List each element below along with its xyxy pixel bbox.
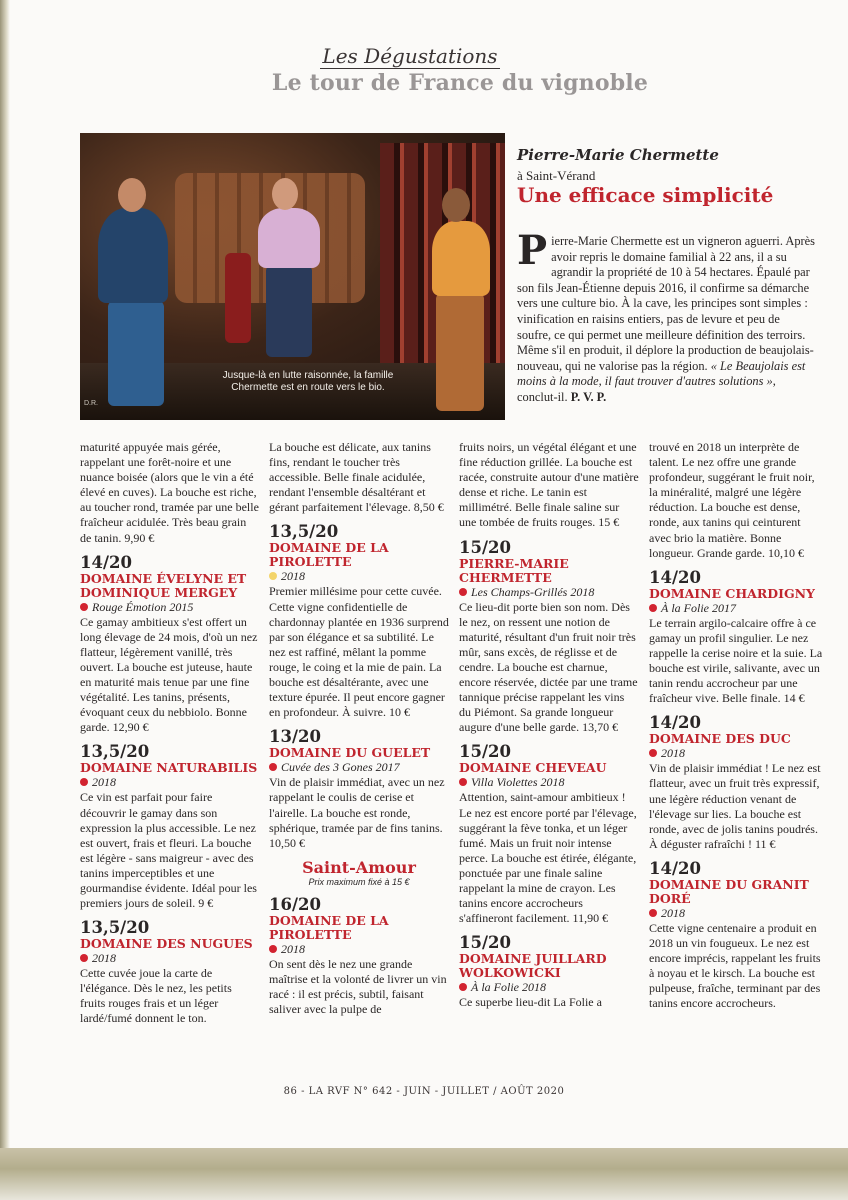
person-2 (258, 208, 320, 268)
producer-place: à Saint-Vérand (517, 168, 596, 183)
column-lead: maturité appuyée mais gérée, rappelant une forêt-noire et une nuance boisée (alors que le vin a été élevé en cuves). La bouche est riche, au toucher rond, tramée par une belle fraîcheur acidulée. Très beau grain de tanin. 9,90 € (80, 440, 259, 545)
tasting-note: Cette vigne centenaire a produit en 2018 un vin fougueux. Le nez est encore imprécis, rappelant les fruits à noyau et le kirsch. La bouche est pulpeuse, fraîche, terminant par des tanins encore accrocheurs. (649, 920, 821, 1011)
wine-score: 14/20 (649, 713, 701, 733)
wine-cuvee: Villa Violettes 2018 (459, 775, 639, 790)
wine-domaine: DOMAINE DE LA PIROLETTE (269, 540, 389, 570)
page-bottom-edge (0, 1148, 848, 1200)
column-2 (269, 440, 449, 1017)
wine-domaine: DOMAINE ÉVELYNE ET DOMINIQUE MERGEY (80, 570, 247, 600)
wine-pump (225, 253, 251, 343)
person-1 (98, 208, 168, 303)
wine-cuvee: Cuvée des 3 Gones 2017 (269, 760, 449, 775)
feature-tagline: Une efficace simplicité (517, 183, 774, 207)
tasting-note: Ce lieu-dit porte bien son nom. Dès le nez, on ressent une notion de maturité, résultant d'un fruit noir très mûr, sans excès, de réglisse et de cendre. La bouche est charnue, encore réservée, dictée par une trame tannique précise rappelant les vins du Piémont. Sa grande longueur augure d'une belle garde. 13,70 € (459, 599, 638, 735)
appellation-price-cap: Prix maximum fixé à 15 € (308, 876, 410, 887)
wine-cuvee: 2018 (269, 942, 449, 957)
wine-score: 16/20 (269, 894, 321, 914)
red-wine-dot-icon (80, 603, 88, 611)
red-wine-dot-icon (80, 954, 88, 962)
wine-score: 15/20 (459, 742, 511, 762)
person-3 (432, 221, 490, 296)
wine-cuvee: 2018 (649, 906, 825, 921)
photo-caption: Jusque-là en lutte raisonnée, la famille Chermette est en route vers le bio. (222, 370, 394, 393)
wine-cuvee: 2018 (269, 569, 449, 584)
white-wine-dot-icon (269, 572, 277, 580)
wine-score: 13,5/20 (269, 522, 339, 542)
tasting-note: On sent dès le nez une grande maîtrise et la volonté de livrer un vin racé : il est précis, subtil, faisant saliver avec la pulpe de (269, 956, 447, 1017)
tasting-note: Ce superbe lieu-dit La Folie a (459, 995, 602, 1010)
section-rubric: Les Dégustations (322, 44, 498, 68)
feature-intro: Pierre-Marie Chermette est un vigneron aguerri. Après avoir repris le domaine familial à 22 ans, il a su agrandir la propriété de 10 à 54 hectares. Épaulé par son fils Jean-Étienne depuis 2016, il confirme sa démarche vers une culture bio. À la cave, les principes sont simples : vinification en raisins entiers, pas de levure et peu de soufre, ce qui permet une meilleure définition des terroirs. Même s'il en produit, il déplore la production de beaujolais-nouveau, qui ne valorise pas la région. « Le Beaujolais est moins à la mode, il faut trouver d'autres solutions », conclut-il. P. V. P. (517, 227, 815, 404)
wine-score: 13,5/20 (80, 918, 150, 938)
wine-domaine: DOMAINE CHARDIGNY (649, 585, 815, 601)
tasting-note: Premier millésime pour cette cuvée. Cette vigne confidentielle de chardonnay plantée en 1936 surprend par son élégance et sa subtilité. Le nez est raffiné, mêlant la pomme rouge, le coing et la mie de pain. La bouche est désaltérante, avec une texture épurée. Il peut encore gagner en profondeur. À suivre. 10 € (269, 584, 449, 720)
wine-domaine: DOMAINE JUILLARD WOLKOWICKI (459, 951, 607, 981)
drop-cap: P (517, 227, 548, 274)
column-3 (459, 440, 639, 1010)
person-2-head (272, 178, 298, 210)
wine-cuvee: 2018 (80, 951, 260, 966)
wine-domaine: DOMAINE DU GUELET (269, 745, 431, 761)
person-1-legs (108, 301, 164, 406)
wine-domaine: DOMAINE DES DUC (649, 731, 791, 747)
wine-score: 14/20 (649, 567, 701, 587)
author-signature: P. V. P. (570, 389, 607, 404)
wine-cuvee: Les Champs-Grillés 2018 (459, 585, 639, 600)
person-2-legs (266, 265, 312, 357)
person-1-head (118, 178, 146, 212)
page-headline: Le tour de France du vignoble (271, 70, 649, 96)
column-lead: trouvé en 2018 un interprète de talent. Le nez offre une grande profondeur, suggérant le fruit noir, la minéralité, malgré une légère réduction. La bouche est dense, ronde, aux tanins qui ceinturent avec brio la matière. Bonne longueur. Grande garde. 10,10 € (649, 440, 815, 560)
red-wine-dot-icon (649, 909, 657, 917)
photo-credit: D.R. (84, 400, 98, 407)
person-3-legs (436, 293, 484, 411)
red-wine-dot-icon (269, 945, 277, 953)
red-wine-dot-icon (649, 749, 657, 757)
producer-name: Pierre-Marie Chermette (517, 146, 719, 164)
wine-domaine: DOMAINE DE LA PIROLETTE (269, 912, 389, 942)
column-1 (80, 440, 260, 1027)
wine-cuvee: 2018 (649, 746, 825, 761)
appellation-title: Saint-Amour (302, 857, 416, 877)
red-wine-dot-icon (459, 588, 467, 596)
tasting-note: Vin de plaisir immédiat, avec un nez rappelant le coulis de cerise et l'airelle. La bouche est ronde, sphérique, tramée par de fins tanins. 10,50 € (269, 775, 445, 850)
wine-domaine: DOMAINE NATURABILIS (80, 760, 258, 776)
wine-score: 14/20 (649, 858, 701, 878)
person-3-head (442, 188, 470, 222)
wine-domaine: PIERRE-MARIE CHERMETTE (459, 555, 569, 585)
wine-cuvee: À la Folie 2017 (649, 601, 825, 616)
tasting-note: Le terrain argilo-calcaire offre à ce gamay un profil singulier. Le nez rappelle la cerise noire et la suie. La bouche est virile, salivante, avec un tanin rendu accrocheur par une fraîcheur vive. Belle finale. 14 € (649, 615, 823, 706)
wine-cuvee: 2018 (80, 775, 260, 790)
column-lead: La bouche est délicate, aux tanins fins, rendant le toucher très accessible. Belle finale acidulée, rendant l'ensemble désaltérant et gérant parfaitement l'élevage. 8,50 € (269, 440, 444, 515)
red-wine-dot-icon (80, 778, 88, 786)
wine-score: 15/20 (459, 537, 511, 557)
red-wine-dot-icon (459, 983, 467, 991)
wine-score: 13/20 (269, 727, 321, 747)
wine-cuvee: À la Folie 2018 (459, 980, 639, 995)
tasting-note: Ce vin est parfait pour faire découvrir le gamay dans son expression la plus accessible. Le nez est ouvert, frais et fleuri. La bouche est légère - sans maigreur - avec des tanins imperceptibles et une gourmandise évidente. Idéal pour les premiers jours de soleil. 9 € (80, 790, 257, 911)
tasting-note: Vin de plaisir immédiat ! Le nez est flatteur, avec un fruit très expressif, une légère réduction venant de l'élevage sur lies. La bouche est ronde, avec de jolis tanins poudrés. À déguster rafraîchi ! 11 € (649, 761, 821, 851)
tasting-note: Cette cuvée joue la carte de l'élégance. Dès le nez, les petits fruits rouges frais et un léger lardé/fumé donnent le ton. (80, 966, 232, 1026)
page-footer: 86 - LA RVF N° 642 - JUIN - JUILLET / AOÛT 2020 (283, 1086, 565, 1097)
tasting-note: Ce gamay ambitieux s'est offert un long élevage de 24 mois, d'où un nez flatteur, légèrement vanillé, très ouvert. La bouche est juteuse, haute en maturité mais tenue par une fine végétalité. Les tanins, présents, évoquant ceux du nebbiolo. Bonne garde. 12,90 € (80, 614, 258, 735)
wine-domaine: DOMAINE CHEVEAU (459, 760, 607, 776)
wine-domaine: DOMAINE DES NUGUES (80, 936, 253, 952)
red-wine-dot-icon (649, 604, 657, 612)
column-4 (649, 440, 825, 1011)
page-edge-shadow (0, 0, 10, 1200)
column-lead: fruits noirs, un végétal élégant et une fine réduction grillée. La bouche est racée, construite autour d'une matière dense et riche. Le tanin est millimétré. Belle finale saline sur une tombée de fruits rouges. 15 € (459, 440, 639, 530)
wine-score: 15/20 (459, 933, 511, 953)
wine-score: 13,5/20 (80, 742, 150, 762)
wine-domaine: DOMAINE DU GRANIT DORÉ (649, 876, 809, 906)
red-wine-dot-icon (459, 778, 467, 786)
wine-score: 14/20 (80, 552, 132, 572)
wine-cuvee: Rouge Émotion 2015 (80, 600, 260, 615)
tasting-note: Attention, saint-amour ambitieux ! Le nez est encore porté par l'élevage, suggérant la fève tonka, et un léger fumé. Mais un fruit noir intense perce. La bouche est étirée, élégante, ponctuée par une finale saline rappelant la mine de crayon. Les tanins encore accrocheurs s'affineront facilement. 11,90 € (459, 790, 637, 926)
red-wine-dot-icon (269, 763, 277, 771)
